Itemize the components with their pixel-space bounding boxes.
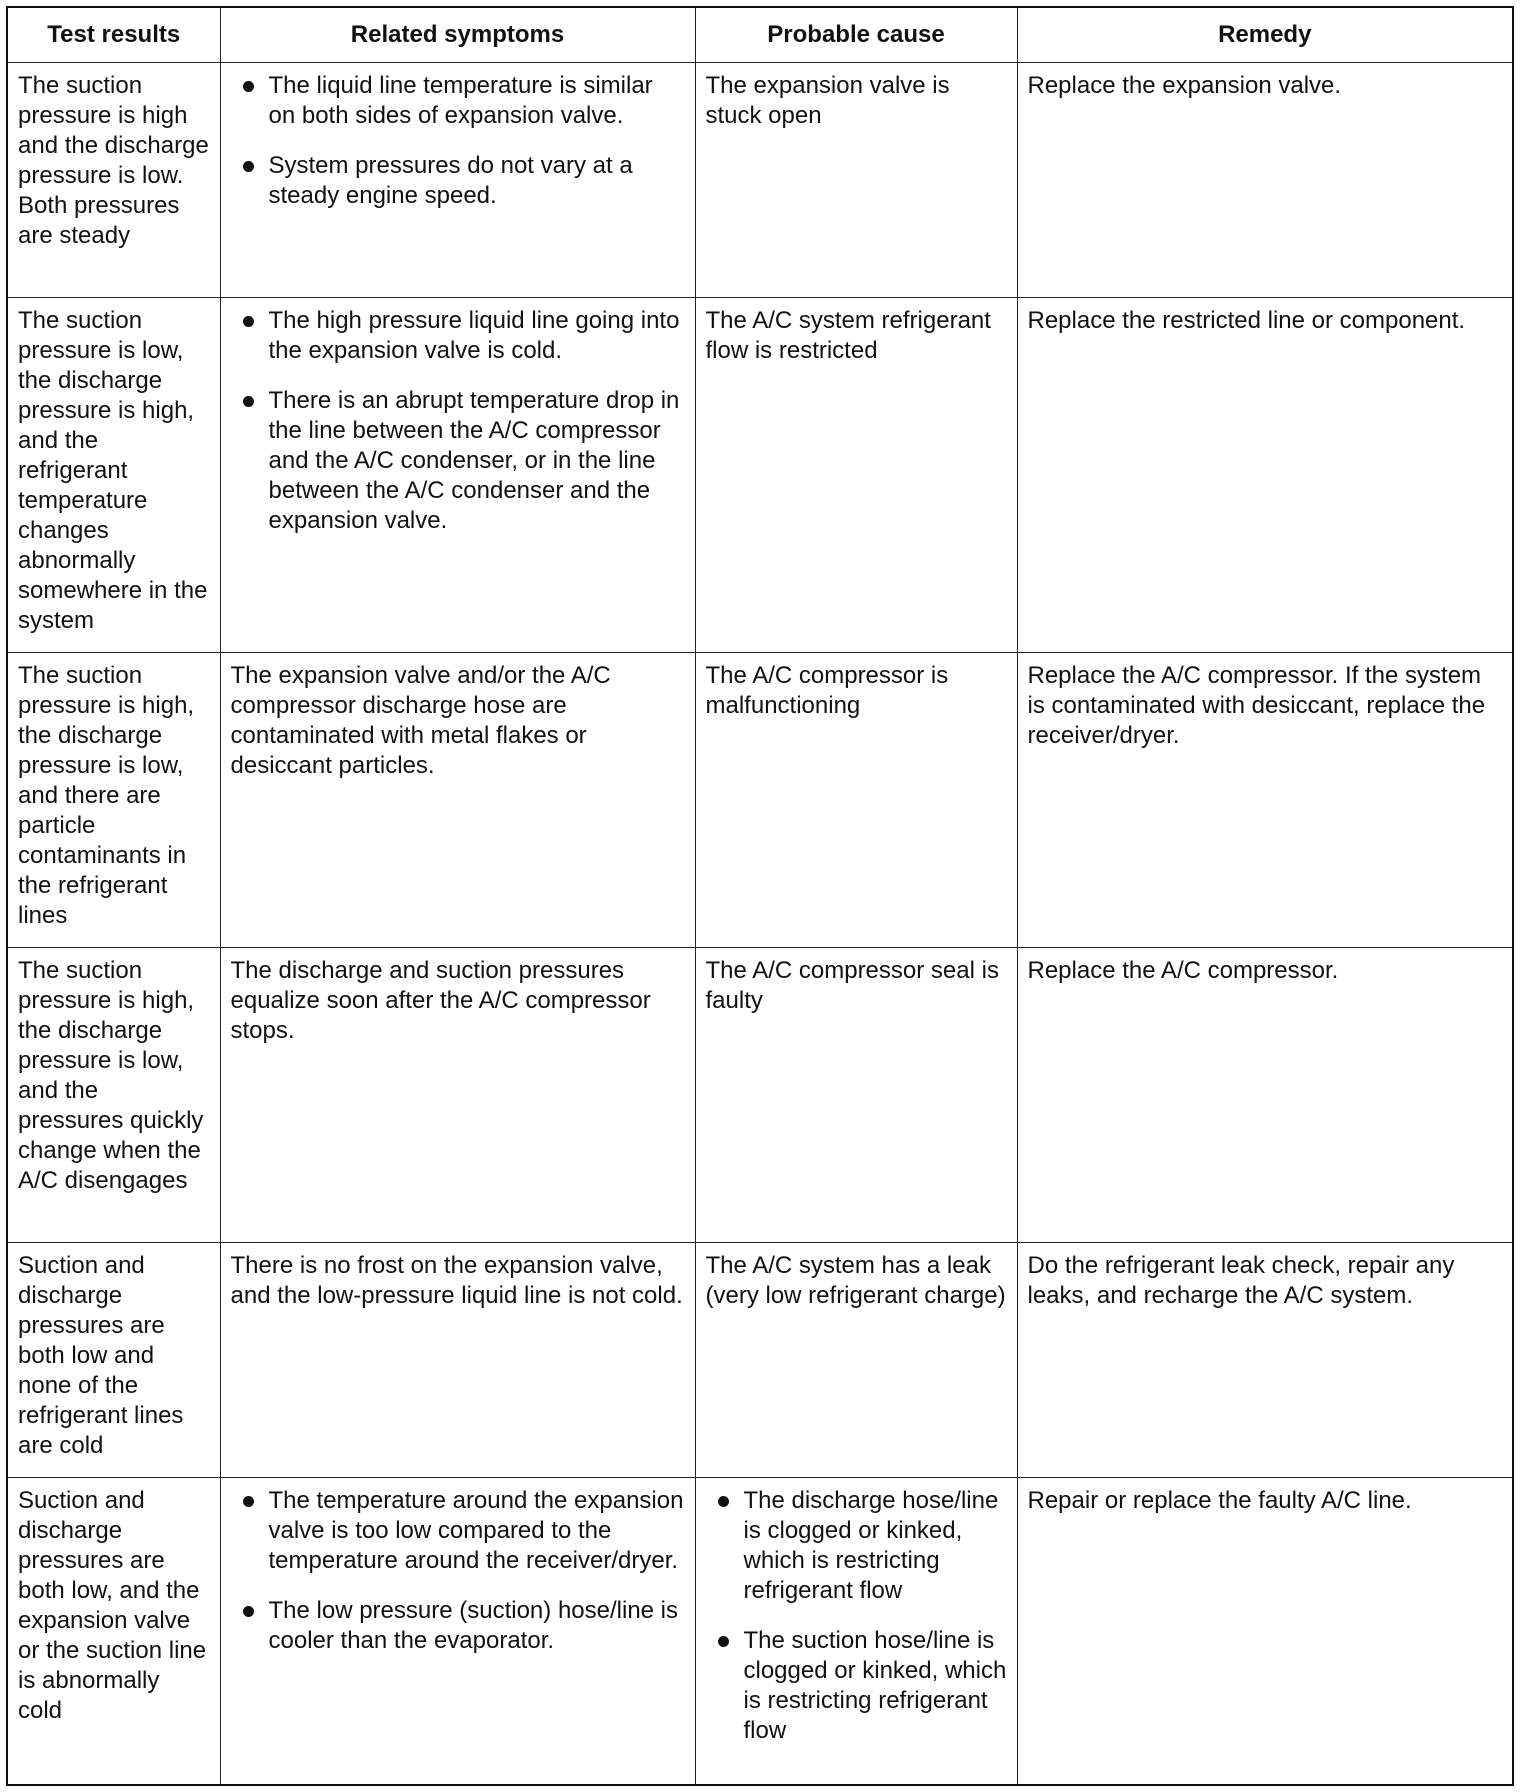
bullet-icon xyxy=(718,1636,729,1647)
remedy-cell: Do the refrigerant leak check, repair any leaks, and recharge the A/C system. xyxy=(1017,1243,1513,1478)
cause-cell: The A/C compressor is malfunctioning xyxy=(695,653,1017,948)
bullet-icon xyxy=(243,396,254,407)
symptom-list xyxy=(231,306,685,536)
cause-list xyxy=(706,1486,1007,1746)
bullet-icon xyxy=(243,81,254,92)
table-row xyxy=(7,1478,1513,1786)
test-result-cell: The suction pressure is high, the discharge pressure is low, and there are particle contaminants in the refrigerant lines xyxy=(7,653,220,948)
cause-cell xyxy=(695,1478,1017,1786)
test-result-cell: The suction pressure is low, the discharge pressure is high, and the refrigerant temperature changes abnormally somewhere in the system xyxy=(7,298,220,653)
symptom-text: System pressures do not vary at a steady engine speed. xyxy=(268,152,633,209)
cause-item xyxy=(706,1486,1007,1606)
cause-text: The suction hose/line is clogged or kinked, which is restricting refrigerant flow xyxy=(743,1627,1007,1744)
cause-text: The discharge hose/line is clogged or kinked, which is restricting refrigerant flow xyxy=(743,1487,999,1604)
symptoms-cell xyxy=(220,63,695,298)
table-row xyxy=(7,948,1513,1243)
cause-cell: The A/C system has a leak (very low refrigerant charge) xyxy=(695,1243,1017,1478)
symptom-item xyxy=(231,306,685,366)
header-probable-cause: Probable cause xyxy=(695,7,1017,63)
cause-cell: The expansion valve is stuck open xyxy=(695,63,1017,298)
symptom-item xyxy=(231,386,685,536)
header-row xyxy=(7,7,1513,63)
symptom-item xyxy=(231,1486,685,1576)
remedy-cell: Replace the restricted line or component. xyxy=(1017,298,1513,653)
bullet-icon xyxy=(243,161,254,172)
symptoms-cell: The discharge and suction pressures equalize soon after the A/C compressor stops. xyxy=(220,948,695,1243)
symptoms-cell: The expansion valve and/or the A/C compressor discharge hose are contaminated with metal flakes or desiccant particles. xyxy=(220,653,695,948)
bullet-icon xyxy=(243,1496,254,1507)
symptoms-cell xyxy=(220,1478,695,1786)
symptom-text: The low pressure (suction) hose/line is cooler than the evaporator. xyxy=(268,1597,679,1654)
test-result-cell: The suction pressure is high and the discharge pressure is low. Both pressures are steady xyxy=(7,63,220,298)
symptoms-cell: There is no frost on the expansion valve, and the low-pressure liquid line is not cold. xyxy=(220,1243,695,1478)
symptom-item xyxy=(231,1596,685,1656)
bullet-icon xyxy=(243,316,254,327)
table-row xyxy=(7,63,1513,298)
symptom-item xyxy=(231,71,685,131)
ac-diagnosis-table xyxy=(6,6,1514,1786)
table-row xyxy=(7,1243,1513,1478)
header-test-results: Test results xyxy=(7,7,220,63)
symptom-list xyxy=(231,1486,685,1656)
table-row xyxy=(7,653,1513,948)
header-related-symptoms: Related symptoms xyxy=(220,7,695,63)
test-result-cell: Suction and discharge pressures are both low and none of the refrigerant lines are cold xyxy=(7,1243,220,1478)
cause-cell: The A/C system refrigerant flow is restricted xyxy=(695,298,1017,653)
table-row xyxy=(7,298,1513,653)
bullet-icon xyxy=(243,1606,254,1617)
test-result-cell: The suction pressure is high, the discharge pressure is low, and the pressures quickly change when the A/C disengages xyxy=(7,948,220,1243)
symptoms-cell xyxy=(220,298,695,653)
symptom-list xyxy=(231,71,685,211)
bullet-icon xyxy=(718,1496,729,1507)
cause-cell: The A/C compressor seal is faulty xyxy=(695,948,1017,1243)
test-result-cell: Suction and discharge pressures are both low, and the expansion valve or the suction line is abnormally cold xyxy=(7,1478,220,1786)
symptom-text: The liquid line temperature is similar on both sides of expansion valve. xyxy=(268,72,653,129)
remedy-cell: Replace the A/C compressor. If the system is contaminated with desiccant, replace the receiver/dryer. xyxy=(1017,653,1513,948)
symptom-text: The temperature around the expansion valve is too low compared to the temperature around the receiver/dryer. xyxy=(268,1487,684,1574)
header-remedy: Remedy xyxy=(1017,7,1513,63)
remedy-cell: Repair or replace the faulty A/C line. xyxy=(1017,1478,1513,1786)
cause-item xyxy=(706,1626,1007,1746)
symptom-text: There is an abrupt temperature drop in the line between the A/C compressor and the A/C condenser, or in the line between the A/C condenser and the expansion valve. xyxy=(268,387,680,534)
remedy-cell: Replace the expansion valve. xyxy=(1017,63,1513,298)
symptom-item xyxy=(231,151,685,211)
remedy-cell: Replace the A/C compressor. xyxy=(1017,948,1513,1243)
symptom-text: The high pressure liquid line going into the expansion valve is cold. xyxy=(268,307,680,364)
